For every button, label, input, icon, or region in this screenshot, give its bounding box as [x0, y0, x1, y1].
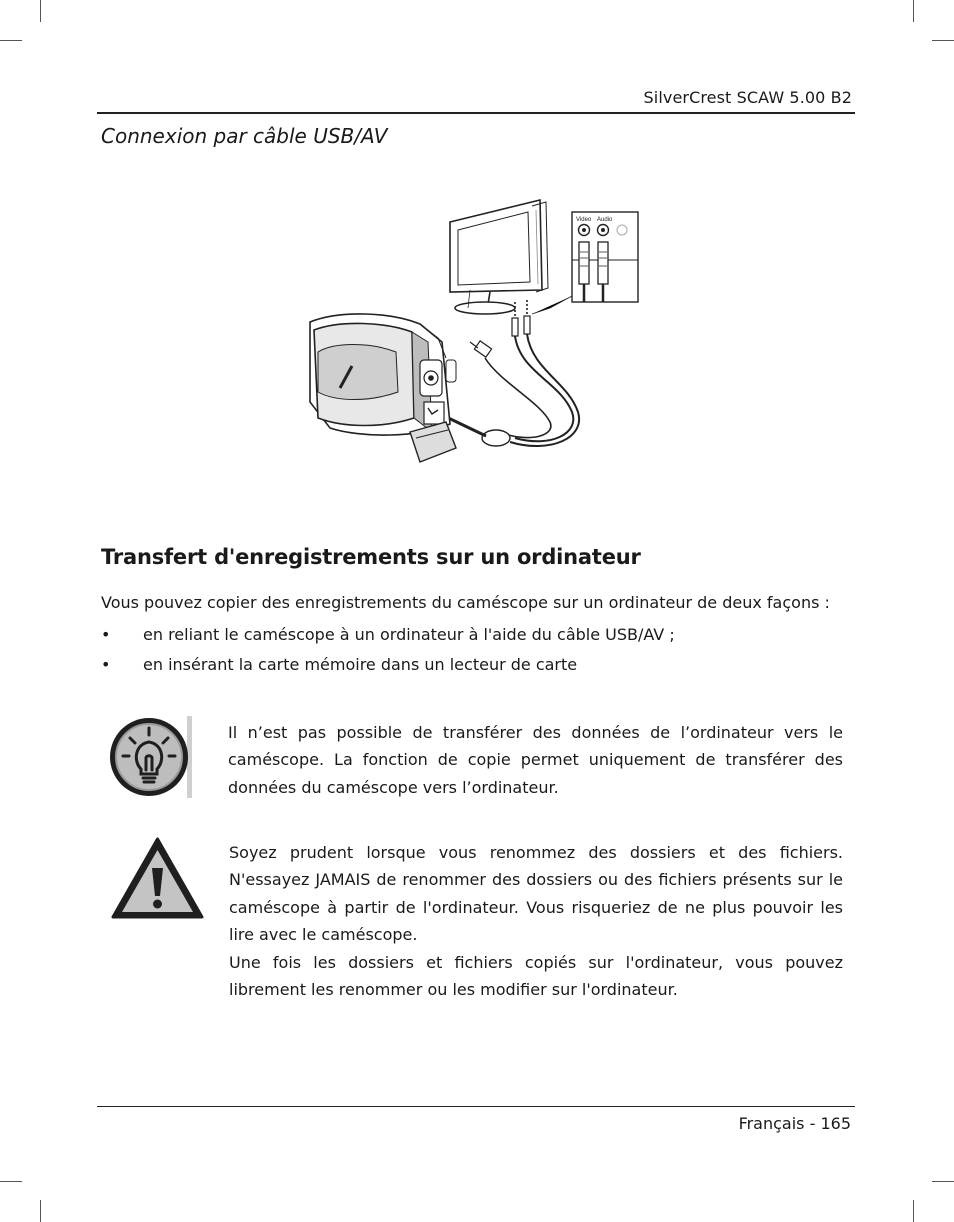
crop-mark — [0, 40, 22, 41]
usb-av-cable — [440, 334, 579, 446]
warning-followup-text: Une fois les dossiers et fichiers copiés sur l'ordinateur, vous pouvez librement les renommer ou les modifier sur l'ordinateur. — [229, 953, 843, 1000]
bullet-icon: • — [101, 625, 111, 644]
warning-triangle-icon — [110, 836, 205, 920]
footer-rule — [97, 1106, 855, 1107]
usb-av-subheading: Connexion par câble USB/AV — [101, 124, 388, 148]
transfer-section-heading: Transfert d'enregistrements sur un ordinateur — [101, 545, 641, 569]
audio-port-label: Audio — [597, 217, 613, 223]
camcorder-illustration — [310, 314, 456, 462]
crop-mark — [0, 1181, 22, 1182]
page-number: Français - 165 — [738, 1114, 851, 1133]
crop-mark — [913, 0, 914, 22]
usb-av-connection-illustration — [300, 192, 650, 472]
video-port-label: Video — [576, 217, 592, 223]
monitor-illustration — [450, 200, 548, 314]
bullet-icon: • — [101, 655, 111, 674]
lightbulb-icon — [108, 714, 194, 800]
header-rule — [97, 112, 855, 114]
crop-mark — [40, 1200, 41, 1222]
running-header: SilverCrest SCAW 5.00 B2 — [643, 88, 852, 107]
crop-mark — [932, 40, 954, 41]
av-plugs — [512, 300, 530, 336]
note-text: Il n’est pas possible de transférer des données de l’ordinateur vers le caméscope. La fonction de copie permet uniquement de transférer des données du caméscope vers l’ordinateur. — [228, 723, 843, 797]
transfer-intro: Vous pouvez copier des enregistrements du caméscope sur un ordinateur de deux façons : — [101, 593, 830, 612]
crop-mark — [40, 0, 41, 22]
crop-mark — [913, 1200, 914, 1222]
warning-text: Soyez prudent lorsque vous renommez des dossiers et des fichiers. N'essayez JAMAIS de renommer des dossiers ou des fichiers présents sur le caméscope à partir de l'ordinateur. Vous risqueriez de ne plus pouvoir les lire avec le caméscope. — [229, 843, 843, 944]
crop-mark — [932, 1181, 954, 1182]
